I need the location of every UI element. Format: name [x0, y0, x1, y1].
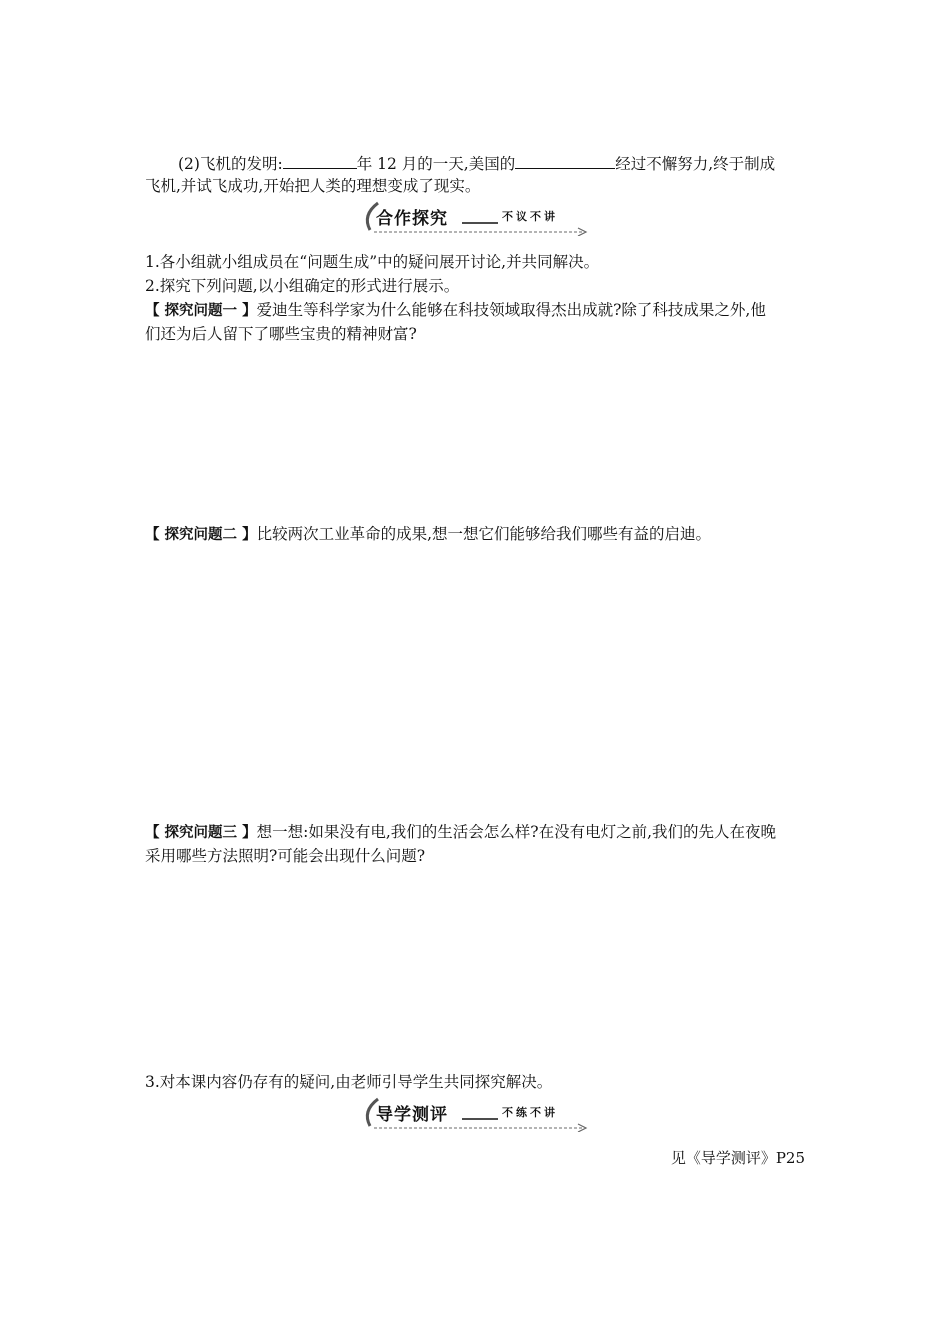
question-2	[145, 522, 815, 547]
fill-in-part2: 年 12 月的一天,美国的	[356, 155, 516, 173]
question-3	[145, 820, 815, 845]
fill-in-part3: 经过不懈努力,终于制成	[615, 155, 776, 173]
question-2-text: 比较两次工业革命的成果,想一想它们能够给我们哪些有益的启迪。	[256, 525, 712, 543]
item-2: 2.探究下列问题,以小组确定的形式进行展示。	[145, 277, 460, 295]
fill-in-line2: 飞机,并试飞成功,开始把人类的理想变成了现实。	[145, 177, 481, 195]
question-1-label: 【 探究问题一 】	[145, 303, 257, 319]
answer-blank-year[interactable]	[283, 150, 357, 169]
fill-in-question	[178, 150, 848, 176]
reference-note: 见《导学测评》P25	[670, 1149, 805, 1167]
section-banner-cooperative	[360, 198, 592, 236]
question-3-label: 【 探究问题三 】	[145, 825, 257, 841]
question-3-text-line2: 采用哪些方法照明?可能会出现什么问题?	[145, 847, 426, 865]
question-1	[145, 298, 815, 323]
section-subtitle: 不议不讲	[502, 210, 558, 223]
fill-in-part1: (2)飞机的发明:	[178, 155, 283, 173]
section-title: 导学测评	[376, 1105, 448, 1125]
section-subtitle: 不练不讲	[502, 1106, 558, 1119]
title-dash	[462, 1107, 498, 1125]
question-2-label: 【 探究问题二 】	[145, 527, 257, 543]
title-dash	[462, 211, 498, 229]
section-title: 合作探究	[376, 209, 448, 229]
question-3-text: 想一想:如果没有电,我们的生活会怎么样?在没有电灯之前,我们的先人在夜晚	[256, 823, 776, 841]
section-banner-assessment	[360, 1094, 592, 1132]
question-1-text-line2: 们还为后人留下了哪些宝贵的精神财富?	[145, 325, 417, 343]
answer-blank-inventor[interactable]	[515, 150, 615, 169]
item-3: 3.对本课内容仍存有的疑问,由老师引导学生共同探究解决。	[145, 1073, 553, 1091]
item-1: 1.各小组就小组成员在“问题生成”中的疑问展开讨论,并共同解决。	[145, 253, 600, 271]
question-1-text: 爱迪生等科学家为什么能够在科技领域取得杰出成就?除了科技成果之外,他	[256, 301, 766, 319]
